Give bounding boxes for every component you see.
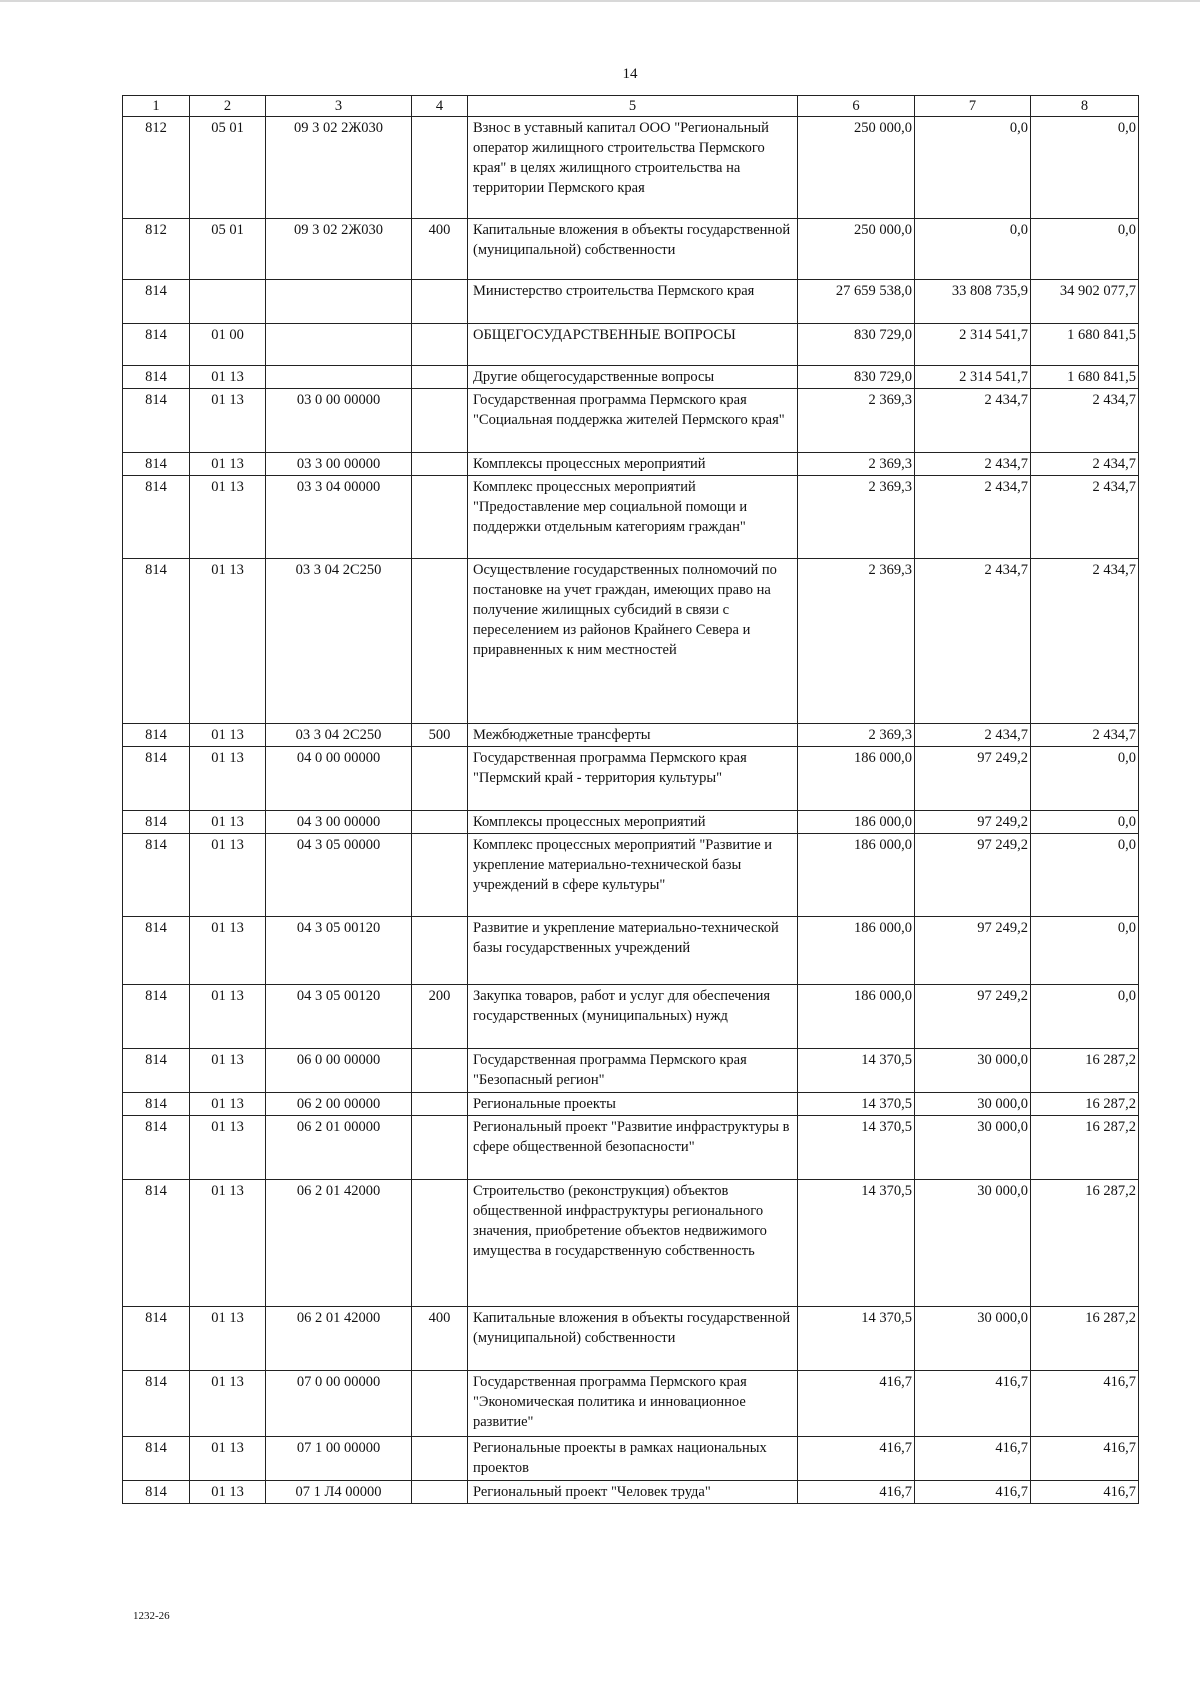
section-code-cell: 01 13 <box>190 811 266 834</box>
amount-col7-cell: 97 249,2 <box>915 811 1031 834</box>
page-number: 14 <box>622 66 638 82</box>
ministry-code-cell: 812 <box>123 117 190 219</box>
item-name-cell: Комплексы процессных мероприятий <box>468 453 798 476</box>
ministry-code-cell: 814 <box>123 1049 190 1093</box>
target-article-cell: 09 3 02 2Ж030 <box>266 219 412 280</box>
table-row <box>123 917 1139 985</box>
expense-type-cell: 400 <box>412 219 468 280</box>
table-row <box>123 834 1139 917</box>
expense-type-cell: 200 <box>412 985 468 1049</box>
target-article-cell: 04 3 05 00120 <box>266 917 412 985</box>
table-row <box>123 1307 1139 1371</box>
target-article-cell: 03 3 04 2С250 <box>266 559 412 724</box>
amount-col7-cell: 416,7 <box>915 1437 1031 1481</box>
budget-table <box>122 95 1139 1504</box>
item-name-cell: Капитальные вложения в объекты государственной (муниципальной) собственности <box>468 1307 798 1371</box>
amount-col7-cell: 97 249,2 <box>915 985 1031 1049</box>
section-code-cell: 01 13 <box>190 724 266 747</box>
table-row <box>123 1049 1139 1093</box>
section-code-cell: 01 13 <box>190 1307 266 1371</box>
target-article-cell: 06 2 01 00000 <box>266 1116 412 1180</box>
ministry-code-cell: 814 <box>123 1437 190 1481</box>
amount-col6-cell: 27 659 538,0 <box>798 280 915 324</box>
ministry-code-cell: 812 <box>123 219 190 280</box>
amount-col6-cell: 14 370,5 <box>798 1093 915 1116</box>
table-body <box>123 117 1139 1504</box>
section-code-cell: 05 01 <box>190 219 266 280</box>
amount-col8-cell: 0,0 <box>1031 834 1139 917</box>
item-name-cell: Государственная программа Пермского края "Пермский край - территория культуры" <box>468 747 798 811</box>
table-row <box>123 366 1139 389</box>
expense-type-cell <box>412 117 468 219</box>
section-code-cell: 01 13 <box>190 1180 266 1307</box>
expense-type-cell <box>412 834 468 917</box>
amount-col8-cell: 2 434,7 <box>1031 724 1139 747</box>
amount-col7-cell: 30 000,0 <box>915 1116 1031 1180</box>
amount-col8-cell: 1 680 841,5 <box>1031 324 1139 366</box>
amount-col6-cell: 416,7 <box>798 1481 915 1504</box>
amount-col7-cell: 2 434,7 <box>915 724 1031 747</box>
section-code-cell: 01 13 <box>190 476 266 559</box>
amount-col6-cell: 830 729,0 <box>798 366 915 389</box>
item-name-cell: Государственная программа Пермского края "Безопасный регион" <box>468 1049 798 1093</box>
section-code-cell: 01 13 <box>190 1116 266 1180</box>
table-row <box>123 117 1139 219</box>
table-row <box>123 1116 1139 1180</box>
section-code-cell: 01 13 <box>190 747 266 811</box>
item-name-cell: Осуществление государственных полномочий по постановке на учет граждан, имеющих право на получение жилищных субсидий в связи с переселением из районов Крайнего Севера и приравненных к ним местностей <box>468 559 798 724</box>
item-name-cell: Комплекс процессных мероприятий "Развитие и укрепление материально-технической базы учреждений в сфере культуры" <box>468 834 798 917</box>
amount-col8-cell: 16 287,2 <box>1031 1307 1139 1371</box>
section-code-cell: 01 13 <box>190 1049 266 1093</box>
amount-col7-cell: 97 249,2 <box>915 834 1031 917</box>
expense-type-cell <box>412 476 468 559</box>
table-row <box>123 747 1139 811</box>
amount-col8-cell: 416,7 <box>1031 1371 1139 1437</box>
target-article-cell <box>266 366 412 389</box>
expense-type-cell <box>412 1180 468 1307</box>
ministry-code-cell: 814 <box>123 453 190 476</box>
amount-col7-cell: 416,7 <box>915 1481 1031 1504</box>
table-row <box>123 985 1139 1049</box>
table-row <box>123 1093 1139 1116</box>
target-article-cell: 04 0 00 00000 <box>266 747 412 811</box>
section-code-cell: 01 13 <box>190 453 266 476</box>
section-code-cell: 01 13 <box>190 834 266 917</box>
section-code-cell: 01 13 <box>190 1437 266 1481</box>
target-article-cell: 03 3 00 00000 <box>266 453 412 476</box>
amount-col6-cell: 830 729,0 <box>798 324 915 366</box>
amount-col7-cell: 97 249,2 <box>915 917 1031 985</box>
document-footer-code: 1232-26 <box>133 1610 170 1622</box>
amount-col6-cell: 186 000,0 <box>798 834 915 917</box>
item-name-cell: Министерство строительства Пермского края <box>468 280 798 324</box>
amount-col7-cell: 0,0 <box>915 117 1031 219</box>
table-header-row <box>123 96 1139 117</box>
amount-col6-cell: 14 370,5 <box>798 1116 915 1180</box>
ministry-code-cell: 814 <box>123 834 190 917</box>
amount-col7-cell: 33 808 735,9 <box>915 280 1031 324</box>
item-name-cell: Строительство (реконструкция) объектов общественной инфраструктуры регионального значения, приобретение объектов недвижимого имущества в государственную собственность <box>468 1180 798 1307</box>
expense-type-cell <box>412 1093 468 1116</box>
item-name-cell: Государственная программа Пермского края "Экономическая политика и инновационное развитие" <box>468 1371 798 1437</box>
amount-col8-cell: 0,0 <box>1031 747 1139 811</box>
table-row <box>123 280 1139 324</box>
expense-type-cell <box>412 324 468 366</box>
item-name-cell: Закупка товаров, работ и услуг для обеспечения государственных (муниципальных) нужд <box>468 985 798 1049</box>
target-article-cell: 09 3 02 2Ж030 <box>266 117 412 219</box>
ministry-code-cell: 814 <box>123 724 190 747</box>
ministry-code-cell: 814 <box>123 1371 190 1437</box>
ministry-code-cell: 814 <box>123 747 190 811</box>
ministry-code-cell: 814 <box>123 324 190 366</box>
target-article-cell: 03 3 04 2С250 <box>266 724 412 747</box>
item-name-cell: Межбюджетные трансферты <box>468 724 798 747</box>
expense-type-cell <box>412 559 468 724</box>
table-row <box>123 811 1139 834</box>
amount-col7-cell: 2 434,7 <box>915 559 1031 724</box>
item-name-cell: Другие общегосударственные вопросы <box>468 366 798 389</box>
item-name-cell: Региональные проекты в рамках национальных проектов <box>468 1437 798 1481</box>
expense-type-cell <box>412 917 468 985</box>
column-header-4: 4 <box>412 96 468 117</box>
ministry-code-cell: 814 <box>123 985 190 1049</box>
ministry-code-cell: 814 <box>123 280 190 324</box>
amount-col6-cell: 416,7 <box>798 1437 915 1481</box>
amount-col8-cell: 16 287,2 <box>1031 1180 1139 1307</box>
amount-col6-cell: 186 000,0 <box>798 811 915 834</box>
expense-type-cell <box>412 1481 468 1504</box>
table-row <box>123 389 1139 453</box>
amount-col7-cell: 2 434,7 <box>915 389 1031 453</box>
column-header-1: 1 <box>123 96 190 117</box>
amount-col8-cell: 16 287,2 <box>1031 1093 1139 1116</box>
item-name-cell: Взнос в уставный капитал ООО "Региональный оператор жилищного строительства Пермского края" в целях жилищного строительства на территории Пермского края <box>468 117 798 219</box>
target-article-cell: 03 3 04 00000 <box>266 476 412 559</box>
amount-col8-cell: 0,0 <box>1031 917 1139 985</box>
amount-col8-cell: 416,7 <box>1031 1481 1139 1504</box>
section-code-cell: 01 13 <box>190 1371 266 1437</box>
amount-col8-cell: 0,0 <box>1031 219 1139 280</box>
expense-type-cell <box>412 280 468 324</box>
amount-col7-cell: 2 314 541,7 <box>915 366 1031 389</box>
amount-col8-cell: 2 434,7 <box>1031 559 1139 724</box>
table-row <box>123 1437 1139 1481</box>
amount-col7-cell: 2 434,7 <box>915 476 1031 559</box>
expense-type-cell <box>412 1437 468 1481</box>
item-name-cell: Региональные проекты <box>468 1093 798 1116</box>
expense-type-cell <box>412 1371 468 1437</box>
column-header-3: 3 <box>266 96 412 117</box>
target-article-cell: 04 3 00 00000 <box>266 811 412 834</box>
expense-type-cell <box>412 366 468 389</box>
target-article-cell <box>266 280 412 324</box>
column-header-8: 8 <box>1031 96 1139 117</box>
amount-col6-cell: 2 369,3 <box>798 389 915 453</box>
amount-col6-cell: 14 370,5 <box>798 1049 915 1093</box>
ministry-code-cell: 814 <box>123 1180 190 1307</box>
column-header-2: 2 <box>190 96 266 117</box>
section-code-cell <box>190 280 266 324</box>
expense-type-cell <box>412 1049 468 1093</box>
amount-col7-cell: 0,0 <box>915 219 1031 280</box>
amount-col8-cell: 34 902 077,7 <box>1031 280 1139 324</box>
amount-col7-cell: 30 000,0 <box>915 1049 1031 1093</box>
table-row <box>123 476 1139 559</box>
amount-col8-cell: 16 287,2 <box>1031 1049 1139 1093</box>
section-code-cell: 01 13 <box>190 917 266 985</box>
table-row <box>123 453 1139 476</box>
ministry-code-cell: 814 <box>123 1307 190 1371</box>
amount-col6-cell: 2 369,3 <box>798 453 915 476</box>
ministry-code-cell: 814 <box>123 1116 190 1180</box>
table-row <box>123 724 1139 747</box>
section-code-cell: 01 13 <box>190 1481 266 1504</box>
amount-col8-cell: 2 434,7 <box>1031 389 1139 453</box>
table-row <box>123 1481 1139 1504</box>
ministry-code-cell: 814 <box>123 559 190 724</box>
target-article-cell: 06 0 00 00000 <box>266 1049 412 1093</box>
section-code-cell: 01 13 <box>190 1093 266 1116</box>
section-code-cell: 01 13 <box>190 985 266 1049</box>
section-code-cell: 05 01 <box>190 117 266 219</box>
amount-col6-cell: 186 000,0 <box>798 985 915 1049</box>
table-row <box>123 1371 1139 1437</box>
amount-col6-cell: 2 369,3 <box>798 724 915 747</box>
item-name-cell: ОБЩЕГОСУДАРСТВЕННЫЕ ВОПРОСЫ <box>468 324 798 366</box>
item-name-cell: Развитие и укрепление материально-технической базы государственных учреждений <box>468 917 798 985</box>
amount-col8-cell: 1 680 841,5 <box>1031 366 1139 389</box>
amount-col6-cell: 186 000,0 <box>798 747 915 811</box>
ministry-code-cell: 814 <box>123 1481 190 1504</box>
column-header-7: 7 <box>915 96 1031 117</box>
expense-type-cell <box>412 1116 468 1180</box>
ministry-code-cell: 814 <box>123 389 190 453</box>
amount-col7-cell: 30 000,0 <box>915 1307 1031 1371</box>
ministry-code-cell: 814 <box>123 811 190 834</box>
target-article-cell: 04 3 05 00120 <box>266 985 412 1049</box>
target-article-cell: 07 1 Л4 00000 <box>266 1481 412 1504</box>
target-article-cell: 07 1 00 00000 <box>266 1437 412 1481</box>
expense-type-cell: 500 <box>412 724 468 747</box>
column-header-5: 5 <box>468 96 798 117</box>
item-name-cell: Региональный проект "Человек труда" <box>468 1481 798 1504</box>
amount-col6-cell: 250 000,0 <box>798 219 915 280</box>
table-row <box>123 219 1139 280</box>
amount-col6-cell: 186 000,0 <box>798 917 915 985</box>
section-code-cell: 01 13 <box>190 366 266 389</box>
table-row <box>123 559 1139 724</box>
scan-edge <box>0 0 1200 2</box>
item-name-cell: Капитальные вложения в объекты государственной (муниципальной) собственности <box>468 219 798 280</box>
amount-col6-cell: 416,7 <box>798 1371 915 1437</box>
expense-type-cell <box>412 811 468 834</box>
table-row <box>123 324 1139 366</box>
amount-col8-cell: 2 434,7 <box>1031 476 1139 559</box>
amount-col7-cell: 97 249,2 <box>915 747 1031 811</box>
table-row <box>123 1180 1139 1307</box>
target-article-cell: 06 2 01 42000 <box>266 1180 412 1307</box>
target-article-cell: 03 0 00 00000 <box>266 389 412 453</box>
item-name-cell: Комплексы процессных мероприятий <box>468 811 798 834</box>
amount-col6-cell: 2 369,3 <box>798 559 915 724</box>
item-name-cell: Комплекс процессных мероприятий "Предоставление мер социальной помощи и поддержки отдельным категориям граждан" <box>468 476 798 559</box>
amount-col7-cell: 30 000,0 <box>915 1093 1031 1116</box>
section-code-cell: 01 00 <box>190 324 266 366</box>
amount-col6-cell: 250 000,0 <box>798 117 915 219</box>
ministry-code-cell: 814 <box>123 476 190 559</box>
amount-col6-cell: 2 369,3 <box>798 476 915 559</box>
ministry-code-cell: 814 <box>123 1093 190 1116</box>
amount-col8-cell: 16 287,2 <box>1031 1116 1139 1180</box>
section-code-cell: 01 13 <box>190 559 266 724</box>
expense-type-cell <box>412 389 468 453</box>
target-article-cell <box>266 324 412 366</box>
amount-col6-cell: 14 370,5 <box>798 1307 915 1371</box>
amount-col8-cell: 416,7 <box>1031 1437 1139 1481</box>
ministry-code-cell: 814 <box>123 366 190 389</box>
amount-col8-cell: 2 434,7 <box>1031 453 1139 476</box>
item-name-cell: Государственная программа Пермского края "Социальная поддержка жителей Пермского края" <box>468 389 798 453</box>
amount-col7-cell: 2 434,7 <box>915 453 1031 476</box>
expense-type-cell: 400 <box>412 1307 468 1371</box>
amount-col7-cell: 416,7 <box>915 1371 1031 1437</box>
target-article-cell: 06 2 01 42000 <box>266 1307 412 1371</box>
section-code-cell: 01 13 <box>190 389 266 453</box>
target-article-cell: 04 3 05 00000 <box>266 834 412 917</box>
amount-col8-cell: 0,0 <box>1031 985 1139 1049</box>
ministry-code-cell: 814 <box>123 917 190 985</box>
amount-col7-cell: 30 000,0 <box>915 1180 1031 1307</box>
amount-col8-cell: 0,0 <box>1031 811 1139 834</box>
amount-col6-cell: 14 370,5 <box>798 1180 915 1307</box>
item-name-cell: Региональный проект "Развитие инфраструктуры в сфере общественной безопасности" <box>468 1116 798 1180</box>
amount-col7-cell: 2 314 541,7 <box>915 324 1031 366</box>
target-article-cell: 07 0 00 00000 <box>266 1371 412 1437</box>
expense-type-cell <box>412 747 468 811</box>
column-header-6: 6 <box>798 96 915 117</box>
expense-type-cell <box>412 453 468 476</box>
target-article-cell: 06 2 00 00000 <box>266 1093 412 1116</box>
amount-col8-cell: 0,0 <box>1031 117 1139 219</box>
